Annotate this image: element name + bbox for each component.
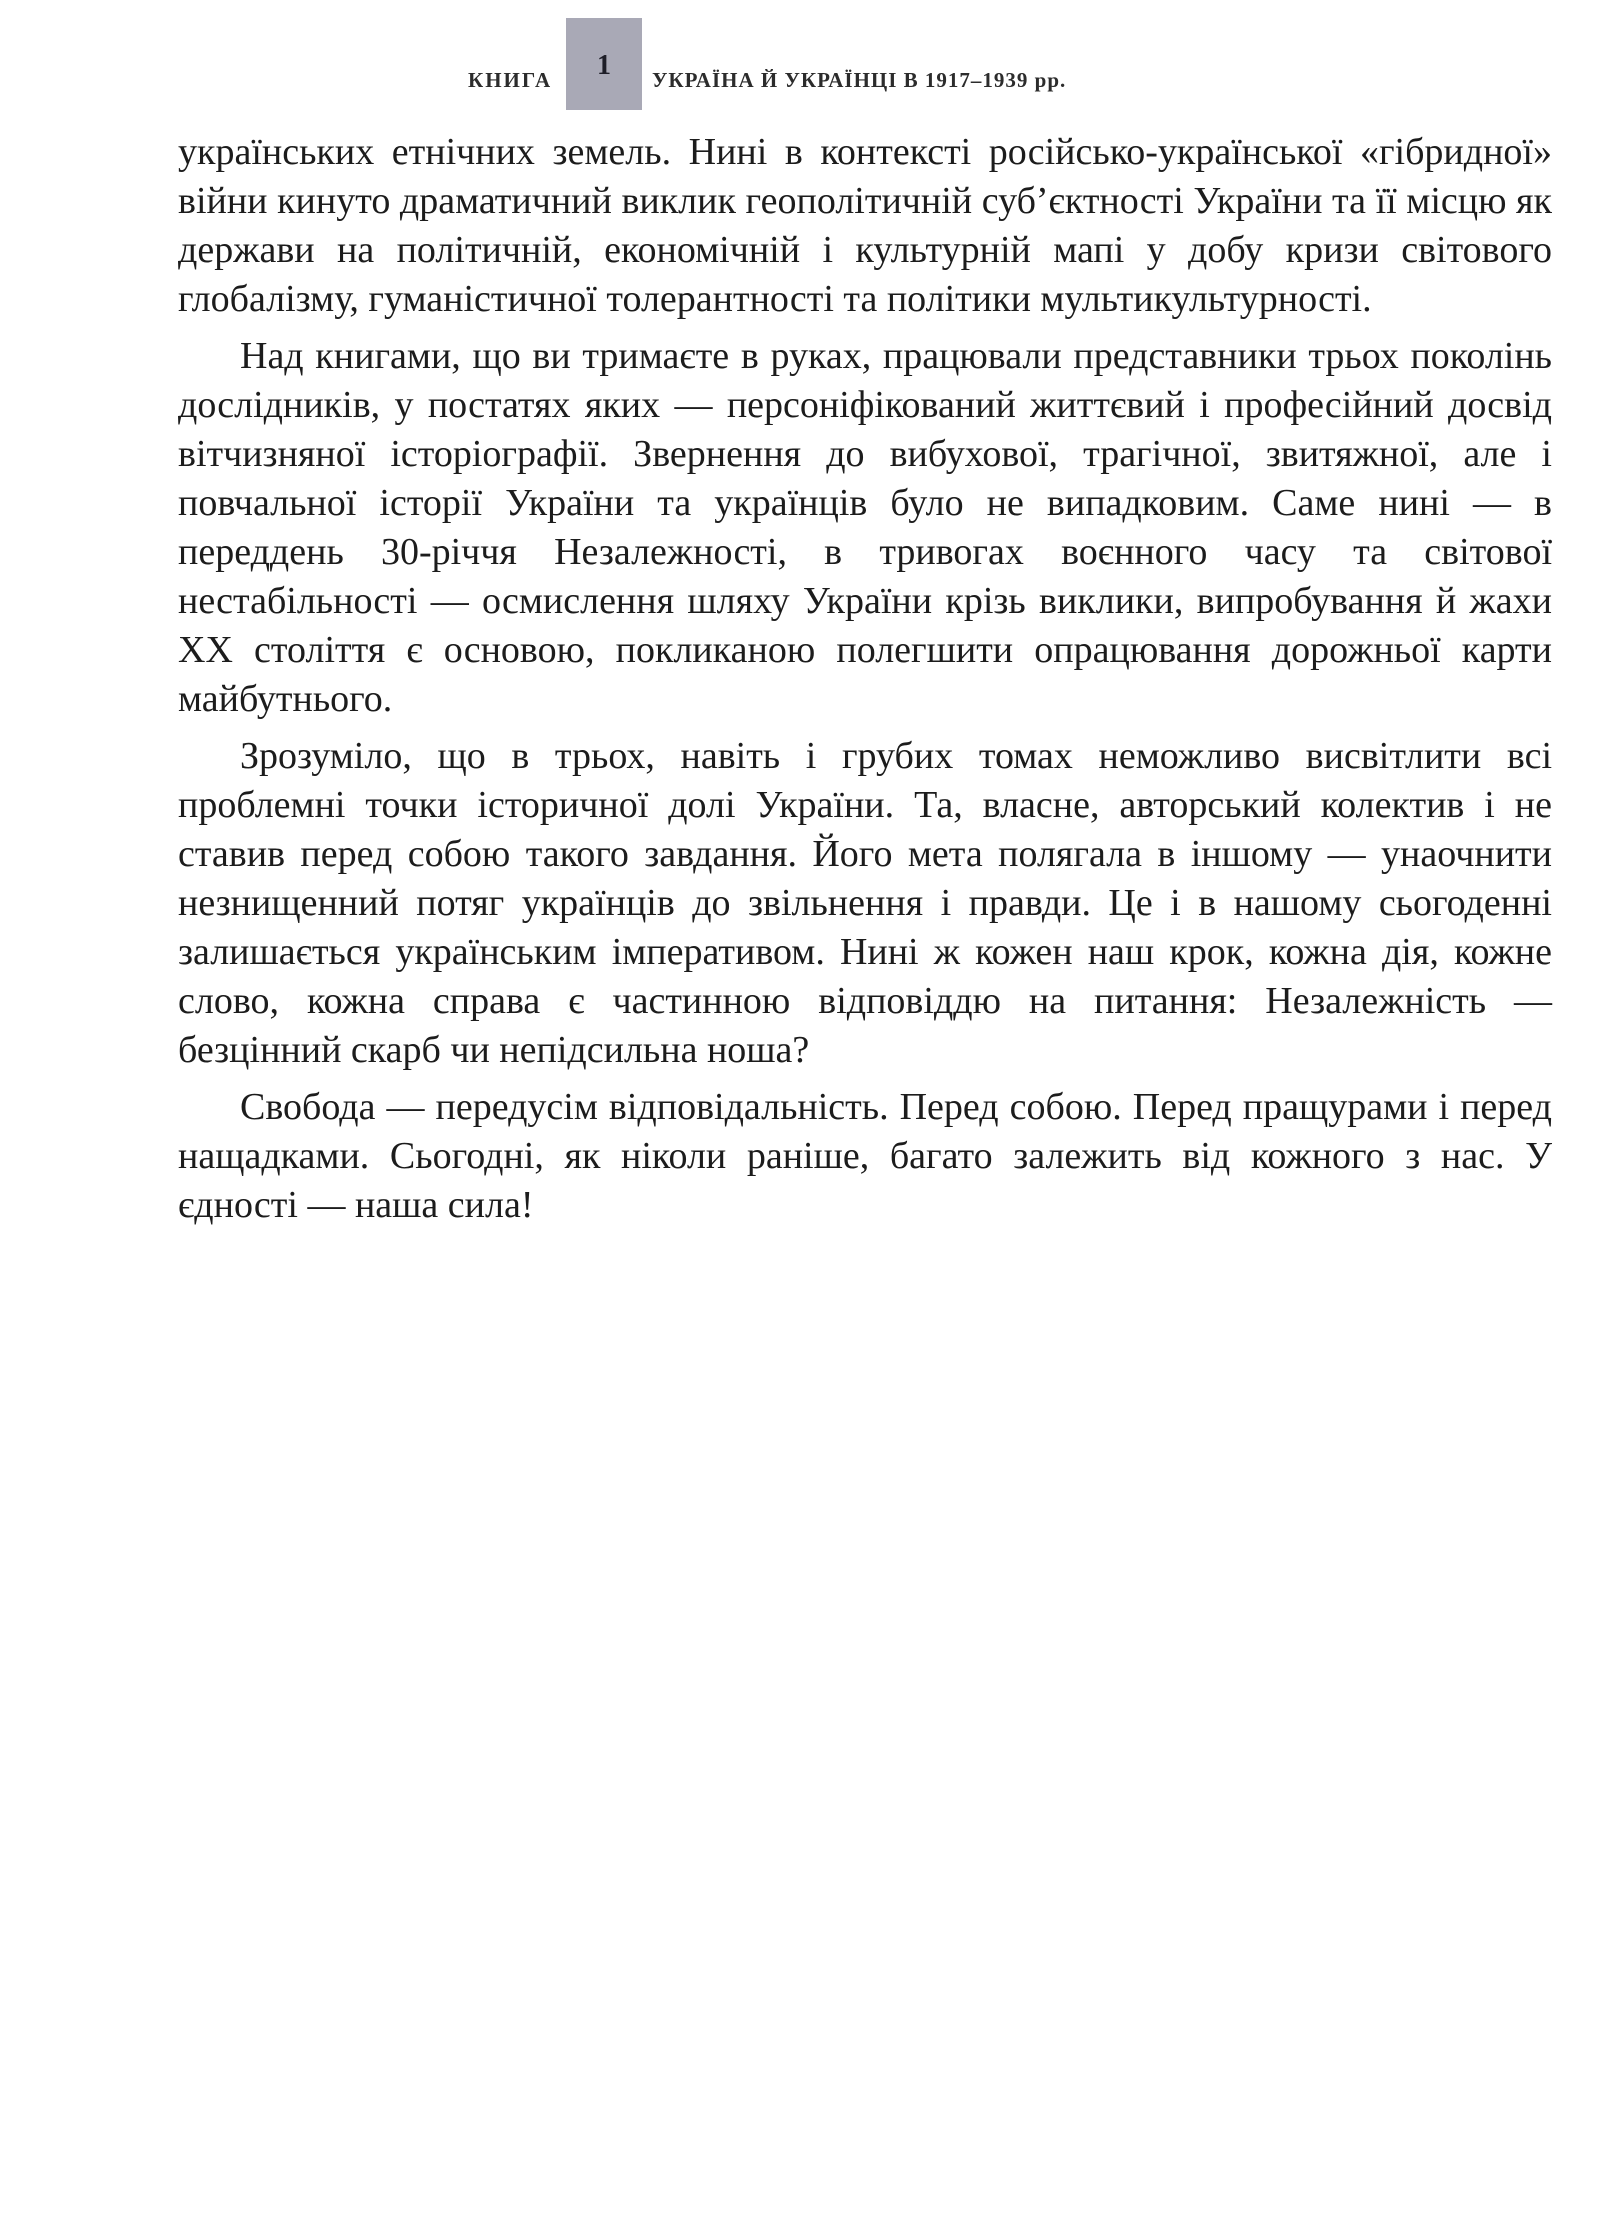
running-header <box>0 18 1614 110</box>
paragraph-continued: українських етнічних земель. Нині в контексті російсько-української «гібридної» війни кинуто драматичний виклик геополітичній суб’єктності України та її місцю як держави на політичній, економічній і культурній мапі у добу кризи світового глобалізму, гуманістичної толерантності та політики мультикультурності. <box>178 131 1552 320</box>
book-number-badge <box>566 18 642 110</box>
paragraph: Свобода — передусім відповідальність. Перед собою. Перед пращурами і перед нащадками. Сьогодні, як ніколи раніше, багато залежить від кожного з нас. У єдності — наша сила! <box>178 1086 1552 1226</box>
paragraph: Над книгами, що ви тримаєте в руках, працювали представники трьох поколінь дослідників, у постатях яких — персоніфікований життєвий і професійний досвід вітчизняної історіографії. Звернення до вибухової, трагічної, звитяжної, але і повчальної історії України та українців було не випадковим. Саме нині — в переддень 30-річчя Незалежності, в тривогах воєнного часу та світової нестабільності — осмислення шляху України крізь виклики, випробування й жахи XX століття є основою, покликаною полегшити опрацювання дорожньої карти майбутнього. <box>178 335 1552 720</box>
book-number: 1 <box>597 50 611 81</box>
book-label: КНИГА <box>468 68 553 92</box>
book-title: УКРАЇНА Й УКРАЇНЦІ В 1917–1939 рр. <box>652 68 1067 92</box>
paragraph: Зрозуміло, що в трьох, навіть і грубих томах неможливо висвітлити всі проблемні точки історичної долі України. Та, власне, авторський колектив і не ставив перед собою такого завдання. Його мета полягала в іншому — унаочнити незнищенний потяг українців до звільнення і правди. Це і в нашому сьогоденні залишається українським імперативом. Нині ж кожен наш крок, кожна дія, кожне слово, кожна справа є частинною відповіддю на питання: Незалежність — безцінний скарб чи непідсильна ноша? <box>178 735 1552 1071</box>
page-body <box>178 128 1552 1238</box>
